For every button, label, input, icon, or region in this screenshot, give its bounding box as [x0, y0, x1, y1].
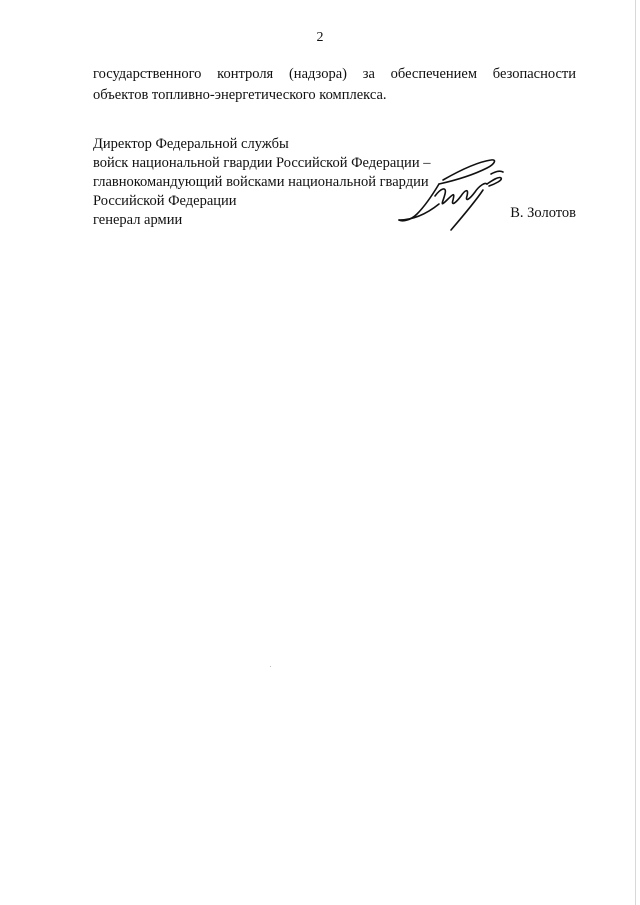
signatory-name: В. Золотов: [510, 205, 576, 221]
page-edge: [635, 0, 636, 905]
page-number: 2: [316, 30, 324, 45]
body-paragraph: [93, 64, 576, 106]
signature-title-line-1: Директор Федеральной службы: [93, 136, 289, 152]
signature-title-line-4: Российской Федерации: [93, 193, 237, 209]
handwritten-signature-icon: [395, 150, 510, 240]
signature-title-line-3: главнокомандующий войсками национальной гвардии: [93, 174, 429, 190]
signature-title-line-5: генерал армии: [93, 212, 183, 228]
paragraph-line-2: объектов топливно-энергетического комплекса.: [93, 87, 387, 103]
signature-title-line-2: войск национальной гвардии Российской Федерации –: [93, 155, 431, 171]
scan-speck: [270, 666, 271, 667]
paragraph-line-1: государственного контроля (надзора) за обеспечением безопасности: [93, 66, 576, 82]
